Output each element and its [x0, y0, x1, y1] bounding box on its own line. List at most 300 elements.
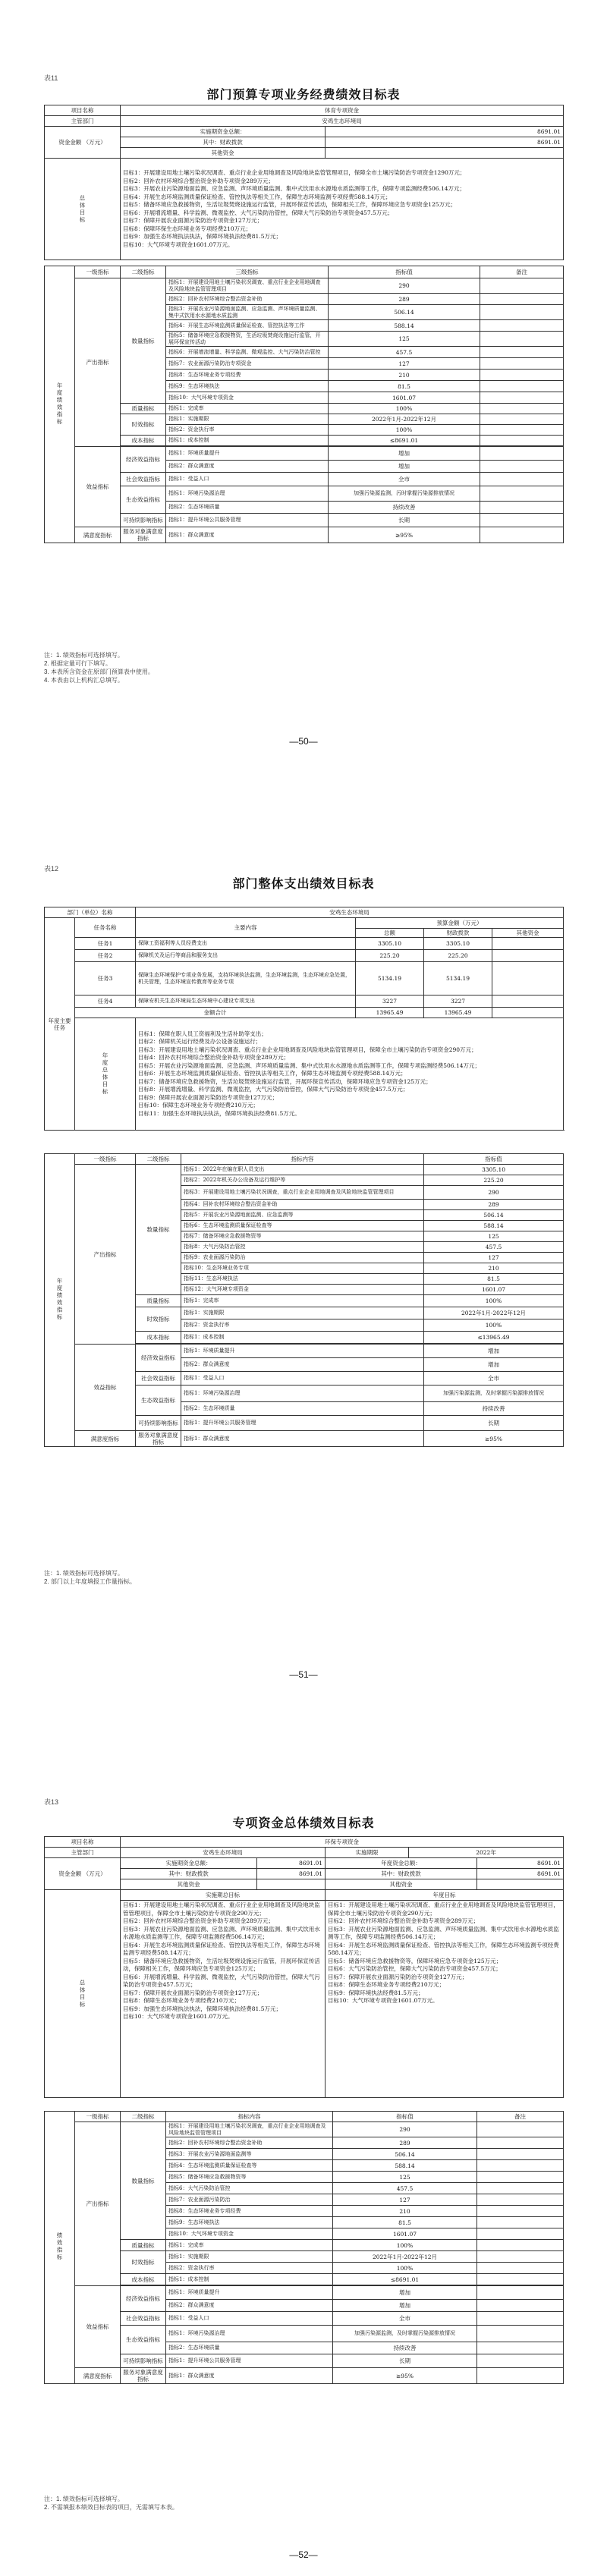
time-indicator-value: 2022年1月-2022年12月	[424, 1307, 564, 1319]
task-total: 225.20	[356, 950, 424, 962]
overall-goal-label: 总体目标	[45, 159, 121, 260]
goal-item: 目标1：开展建设用地土壤污染状况调查、重点行业企业用地调查及风险地块监管管理项目，保障全市土壤污染防治专项资金290万元；	[328, 1901, 559, 1917]
quantity-indicator-name: 指标6：开展增流增量、科学监测、微观监控、大气污染防治管控	[166, 347, 329, 358]
header-level1: 一级指标	[75, 266, 121, 278]
remark-cell	[477, 2300, 564, 2312]
effect-indicator-value: 增加	[329, 461, 480, 473]
project-name-value: 环保专项资金	[121, 1837, 564, 1848]
fund-line-value	[326, 148, 564, 159]
impl-period-label: 实施期限	[326, 1848, 409, 1858]
header-value: 指标值	[333, 2112, 477, 2122]
quantity-indicator-value: 506.14	[329, 305, 480, 320]
fund-annual-value: 8691.01	[477, 1858, 564, 1869]
perf-indicator-label: 年度绩效指标	[45, 1154, 75, 1447]
effect-indicator-label: 效益指标	[75, 2286, 121, 2368]
goal-item: 目标6：开展增流增量、科学监测、微观监控、大气污染防治管控，保障大气污染防治专项资金457.5万元；	[123, 209, 394, 216]
remark-cell	[480, 414, 564, 425]
effect-sub-label: 生态效益指标	[136, 1386, 181, 1416]
fund-impl-label: 实施期资金总额：	[121, 1858, 257, 1869]
header-content: 指标内容	[166, 2112, 333, 2122]
note-line: 3. 本表所含资金在原部门预算表中使用。	[44, 668, 154, 675]
remark-cell	[477, 2228, 564, 2240]
quantity-indicator-name: 指标1：2022年在编在职人员支出	[181, 1165, 424, 1175]
goal-item: 目标10：大气环境专项资金1601.07万元。	[328, 1997, 439, 2004]
time-indicator-name: 指标2：资金执行率	[166, 2263, 333, 2274]
quantity-indicator-value: 289	[329, 294, 480, 305]
goal-item: 目标9：加强生态环境执法执法，保障环境执法经费81.5万元；	[123, 2005, 281, 2012]
header-value: 指标值	[329, 266, 480, 278]
remark-cell	[480, 436, 564, 446]
perf-indicator-label: 绩效指标	[45, 2112, 75, 2384]
effect-indicator-value: 全市	[424, 1372, 564, 1386]
effect-sub-label: 可持续影响指标	[121, 2354, 166, 2368]
budget-other-header: 其他资金	[492, 929, 564, 938]
remark-cell	[477, 2137, 564, 2149]
quantity-indicator-value: 127	[333, 2194, 477, 2206]
remark-cell	[477, 2160, 564, 2172]
effect-sub-label: 社会效益指标	[136, 1372, 181, 1386]
quantity-indicator-value: 210	[333, 2206, 477, 2217]
project-name-label: 项目名称	[45, 1837, 121, 1848]
goal-item: 目标7：保障开展农业面源污染防治专项资金127万元；	[123, 217, 263, 224]
goal-item: 目标7：保障开展农业面源污染防治专项资金127万元；	[123, 1989, 263, 1996]
quantity-indicator-value: 127	[329, 358, 480, 370]
effect-sub-label: 经济效益指标	[121, 2286, 166, 2312]
effect-sub-label: 社会效益指标	[121, 2312, 166, 2326]
goal-item: 目标3：开展农业污染源地面监测、应急监测、声环境质量监测、集中式饮用水水源地水质监测等工作，保障专项监测经费506.14万元；	[123, 1925, 320, 1940]
quantity-indicator-name: 指标8：生态环境业务专项经费	[166, 2206, 333, 2217]
remark-cell	[477, 2326, 564, 2342]
remark-cell	[480, 370, 564, 381]
effect-indicator-value: 增加	[329, 447, 480, 461]
header-remark: 备注	[480, 266, 564, 278]
remark-cell	[480, 514, 564, 527]
output-indicator-label: 产出指标	[75, 2122, 121, 2286]
quantity-indicator-name: 指标3：开展建设用地土壤污染状况调查，重点行业企业用地调查及风险地块监管管理项目	[181, 1186, 424, 1200]
satisfaction-indicator-name: 指标1：群众满意度	[166, 527, 329, 543]
page2-task-table	[44, 907, 564, 1131]
page1-project-table	[44, 105, 564, 260]
cost-indicator-name: 指标1：成本控制	[166, 2274, 333, 2285]
quantity-indicator-name: 指标8：生态环境业务专项经费	[166, 370, 329, 381]
effect-indicator-name: 指标1：环境污染源治理	[166, 2326, 333, 2342]
goal-item: 目标5：储备环境应急救援物资等，保障环境应急专项资金125万元；	[328, 1957, 502, 1964]
time-indicator-value: 100%	[333, 2263, 477, 2274]
page1-notes	[44, 651, 154, 684]
quantity-indicator-name: 指标6：生态环境监测质量保证检查等	[181, 1221, 424, 1231]
goal-item: 目标10：大气环境专项资金1601.07万元。	[123, 2013, 234, 2020]
satisfaction-indicator-value: ≥95%	[424, 1431, 564, 1447]
quantity-indicator-name: 指标6：大气污染防治管控	[166, 2183, 333, 2194]
quantity-indicator-value: 588.14	[329, 320, 480, 332]
fund-impl-label: 其他资金	[121, 1879, 257, 1890]
total-total: 13965.49	[356, 1008, 424, 1018]
task-content: 保障工资福利等人员经费支出	[136, 938, 356, 950]
time-indicator-value: 100%	[424, 1319, 564, 1332]
page2-title: 部门整体支出绩效目标表	[232, 876, 375, 891]
quantity-indicator-name: 指标1：开展建设用地土壤污染状况调查，重点行业企业用地调查及风险地块监管管理项目	[166, 2122, 333, 2137]
remark-cell	[477, 2217, 564, 2228]
effect-indicator-value: 增加	[333, 2300, 477, 2312]
effect-indicator-label: 效益指标	[75, 447, 121, 527]
remark-cell	[477, 2342, 564, 2354]
remark-cell	[480, 461, 564, 473]
task-other	[492, 950, 564, 962]
effect-indicator-name: 指标1：受益人口	[166, 2312, 333, 2326]
satisfaction-sub-label: 服务对象满意度指标	[136, 1431, 181, 1447]
remark-cell	[477, 2286, 564, 2300]
effect-sub-label: 社会效益指标	[121, 473, 166, 486]
quantity-indicator-name: 指标5：储备环境应急救援物资，生活垃圾焚烧设施运行监管，开展环保宣传活动	[166, 332, 329, 347]
quantity-indicator-name: 指标4：生态环境监测质量保证检查等	[166, 2160, 333, 2172]
remark-cell	[480, 425, 564, 436]
task-name: 任务4	[75, 995, 136, 1008]
remark-cell	[480, 527, 564, 543]
effect-indicator-name: 指标1：环境污染源治理	[181, 1386, 424, 1402]
note-line: 注：1. 绩效指标可选择填写。	[44, 652, 124, 659]
note-line: 注：1. 绩效指标可选择填写。	[44, 2496, 124, 2502]
effect-indicator-name: 指标2：群众满意度	[166, 461, 329, 473]
header-value: 指标值	[424, 1154, 564, 1165]
effect-indicator-value: 全市	[333, 2312, 477, 2326]
effect-sub-label: 经济效益指标	[121, 447, 166, 473]
effect-indicator-name: 指标1：环境质量提升	[166, 447, 329, 461]
remark-cell	[477, 2240, 564, 2251]
goal-item: 目标5：储备环境应急救援物资，生活垃圾焚烧设施运行监管，开展环保宣传活动，保障相关工作，保障环境应急专项资金125万元；	[123, 1957, 320, 1972]
fund-line-label: 其他资金	[121, 148, 326, 159]
quantity-indicator-name: 指标10：大气环境专项资金	[166, 392, 329, 404]
remark-cell	[480, 392, 564, 404]
annual-indicator-label: 年度绩效指标	[45, 266, 75, 543]
remark-cell	[480, 502, 564, 514]
task-name: 任务2	[75, 950, 136, 962]
effect-sub-label: 经济效益指标	[136, 1345, 181, 1372]
header-level2: 二级指标	[136, 1154, 181, 1165]
budget-total-header: 总额	[356, 929, 424, 938]
task-name-header: 任务名称	[75, 918, 136, 938]
header-level1: 一级指标	[75, 1154, 136, 1165]
budget-header: 预算金额（万元）	[356, 918, 564, 929]
satisfaction-indicator-name: 指标1：群众满意度	[181, 1431, 424, 1447]
remark-cell	[480, 404, 564, 414]
effect-indicator-name: 指标2：生态环境质量	[181, 1402, 424, 1416]
quantity-indicator-name: 指标9：生态环境执法	[166, 2217, 333, 2228]
page3-notes	[44, 2495, 178, 2512]
header-level1: 一级指标	[75, 2112, 121, 2122]
remark-cell	[477, 2206, 564, 2217]
quantity-indicator-value: 225.20	[424, 1175, 564, 1186]
note-line: 2. 根据定量可行下填写。	[44, 660, 112, 667]
note-line: 2. 部门以上年度填报工作量指标。	[44, 1578, 136, 1585]
remark-cell	[477, 2122, 564, 2137]
effect-indicator-value: 长期	[329, 514, 480, 527]
satisfaction-indicator-name: 指标1：群众满意度	[166, 2368, 333, 2384]
effect-indicator-name: 指标2：群众满意度	[166, 2300, 333, 2312]
effect-indicator-label: 效益指标	[75, 1345, 136, 1431]
remark-cell	[480, 473, 564, 486]
effect-indicator-value: 加强污染源监测，污时掌握污染源排放情况	[329, 486, 480, 502]
cost-indicator-value: ≤13965.49	[424, 1332, 564, 1344]
effect-indicator-value: 全市	[329, 473, 480, 486]
quality-indicator-name: 指标1：完成率	[166, 404, 329, 414]
effect-indicator-name: 指标1：环境污染源治理	[166, 486, 329, 502]
remark-cell	[480, 294, 564, 305]
total-label: 金额合计	[75, 1008, 356, 1018]
remark-cell	[477, 2312, 564, 2326]
fund-impl-value	[257, 1879, 326, 1890]
goal-item: 目标4：开展生态环境监测质量保证检查、管控执法等相关工作，保障生态环境监测专项经费588.14万元；	[123, 1941, 320, 1956]
quality-indicator-label: 质量指标	[121, 404, 166, 414]
fund-impl-label: 其中：财政拨款	[121, 1869, 257, 1879]
remark-cell	[477, 2183, 564, 2194]
satisfaction-sub-label: 服务对象满意度指标	[121, 527, 166, 543]
remark-cell	[480, 332, 564, 347]
fund-annual-label: 年度资金总额：	[326, 1858, 477, 1869]
goal-item: 目标5：开展农业污染源地面监测、应急监测、声环境质量监测、集中式饮用水水源地水质监测等工作，保障专项监测经费506.14万元；	[138, 1062, 481, 1069]
effect-indicator-value: 持续改善	[424, 1402, 564, 1416]
annual-goal-label: 年度总体目标	[75, 1018, 136, 1131]
goal-item: 目标11：加强生态环境执法执法，保障环境执法经费81.5万元。	[138, 1109, 300, 1117]
satisfaction-label: 满意度指标	[75, 527, 121, 543]
goal-item: 目标2：回补农村环境综合整治资金补助专项资金289万元；	[123, 177, 275, 184]
impl-period-value: 2022年	[409, 1848, 564, 1858]
satisfaction-label: 满意度指标	[75, 2368, 121, 2384]
quantity-indicator-value: 1601.07	[424, 1285, 564, 1295]
quantity-indicator-value: 289	[424, 1200, 564, 1210]
header-level2: 二级指标	[121, 2112, 166, 2122]
effect-indicator-name: 指标2：群众满意度	[181, 1358, 424, 1372]
quantity-indicator-value: 588.14	[424, 1221, 564, 1231]
goal-item: 目标2：回补农村环境综合整治资金补助专项资金289万元；	[328, 1917, 480, 1924]
page2-number: —51—	[289, 1669, 318, 1680]
overall-goal-label: 总体目标	[45, 1890, 121, 2098]
effect-indicator-name: 指标1：环境质量提升	[181, 1345, 424, 1358]
quantity-indicator-name: 指标7：农业面源污染防治	[166, 2194, 333, 2206]
quantity-indicator-name: 指标8：大气污染防治管控	[181, 1242, 424, 1253]
remark-cell	[477, 2274, 564, 2285]
fund-label: 资金金额 （万元）	[45, 127, 121, 159]
header-remark: 备注	[477, 2112, 564, 2122]
quantity-indicator-value: 506.14	[333, 2149, 477, 2160]
page3-title: 专项资金总体绩效目标表	[232, 1816, 375, 1830]
task-fiscal: 225.20	[424, 950, 492, 962]
quantity-indicator-value: 125	[424, 1231, 564, 1242]
quantity-indicator-value: 125	[333, 2172, 477, 2183]
cost-indicator-label: 成本指标	[121, 436, 166, 446]
fund-line-label: 实施期资金总额：	[121, 127, 326, 137]
quantity-indicator-name: 指标12：大气环境专项资金	[181, 1285, 424, 1295]
quantity-indicator-label: 数量指标	[121, 2122, 166, 2240]
header-content: 指标内容	[181, 1154, 424, 1165]
task-total: 5134.19	[356, 962, 424, 995]
goal-item: 目标10：保障生态环境业务专项经费210万元；	[138, 1102, 259, 1109]
task-total: 3305.10	[356, 938, 424, 950]
goal-item: 目标4：开展生态环境监测质量保证检查、管控执法等相关工作，保障生态环境监测专项经费588.14万元；	[123, 193, 392, 200]
fund-annual-value	[477, 1879, 564, 1890]
total-fiscal: 13965.49	[424, 1008, 492, 1018]
quantity-indicator-value: 289	[333, 2137, 477, 2149]
quantity-indicator-name: 指标9：生态环境执法	[166, 381, 329, 392]
remark-cell	[477, 2263, 564, 2274]
remark-cell	[480, 381, 564, 392]
task-content-header: 主要内容	[136, 918, 356, 938]
effect-indicator-name: 指标1：环境质量提升	[166, 2286, 333, 2300]
quantity-indicator-value: 290	[329, 278, 480, 294]
effect-indicator-name: 指标1：提升环境公共服务管理	[181, 1416, 424, 1431]
page3-number: —52—	[289, 2549, 318, 2560]
quality-indicator-value: 100%	[333, 2240, 477, 2251]
page3-indicator-table	[44, 2111, 564, 2384]
page3-project-table	[44, 1836, 564, 2098]
quantity-indicator-name: 指标11：生态环境执法	[181, 1274, 424, 1285]
effect-indicator-value: 长期	[424, 1416, 564, 1431]
page2-notes	[44, 1569, 136, 1586]
task-fiscal: 3227	[424, 995, 492, 1008]
dept-label: 部门（单位）名称	[45, 907, 136, 918]
goal-item: 目标6：开展增流增量、科学监测、微观监控，大气污染防治管控，保障大气污染防治专项资金457.5万元；	[123, 1973, 320, 1988]
satisfaction-indicator-value: ≥95%	[329, 527, 480, 543]
quantity-indicator-name: 指标3：开展农业污染源地面监测、应急监测、声环境质量监测、集中式饮用水水源地水质监测	[166, 305, 329, 320]
project-name-value: 体育专项资金	[121, 105, 564, 116]
task-name: 任务3	[75, 962, 136, 995]
page2-table-number: 表12	[44, 865, 59, 873]
remark-cell	[477, 2194, 564, 2206]
quantity-indicator-name: 指标9：农业面源污染防治	[181, 1253, 424, 1263]
goal-item: 目标8：开展增流增量、科学监测、微观监控，大气污染防治管控，保障大气污染防治专项资金457.5万元；	[138, 1086, 409, 1093]
annual-goal-list	[136, 1018, 564, 1131]
time-indicator-label: 时效指标	[136, 1307, 181, 1332]
task-other	[492, 938, 564, 950]
quantity-indicator-value: 290	[424, 1186, 564, 1200]
remark-cell	[480, 320, 564, 332]
dept-value: 安鸡生态环境局	[121, 116, 564, 127]
goal-item: 目标7：保障开展农业面源污染防治专项资金127万元；	[328, 1973, 468, 1980]
quantity-indicator-value: 457.5	[329, 347, 480, 358]
budget-fiscal-header: 财政拨款	[424, 929, 492, 938]
note-line: 2. 不需填报本绩效目标表的项目，无需填写本表。	[44, 2504, 178, 2511]
goal-item: 目标8：保障环保生态环境业务专项经费210万元；	[123, 225, 252, 232]
remark-cell	[477, 2251, 564, 2263]
goal-item: 目标10：大气环境专项资金1601.07万元。	[123, 241, 234, 248]
cost-indicator-value: ≤8691.01	[333, 2274, 477, 2285]
impl-goal-list	[121, 1901, 326, 2098]
dept-label: 主管部门	[45, 1848, 121, 1858]
annual-task-label: 年度主要任务	[45, 918, 75, 1131]
time-indicator-label: 时效指标	[121, 414, 166, 436]
fund-label: 资金金额 （万元）	[45, 1858, 121, 1890]
page1-indicator-table	[44, 266, 564, 543]
time-indicator-name: 指标1：实施期限	[166, 414, 329, 425]
impl-goal-header: 实施期总目标	[121, 1890, 326, 1901]
quantity-indicator-label: 数量指标	[136, 1165, 181, 1295]
quantity-indicator-name: 指标2：回补农村环境综合整治资金补助	[166, 2137, 333, 2149]
quantity-indicator-name: 指标10：大气环境专项资金	[166, 2228, 333, 2240]
remark-cell	[477, 2172, 564, 2183]
cost-indicator-name: 指标1：成本控制	[166, 436, 329, 446]
goal-item: 目标1：开展建设用地土壤污染状况调查、重点行业企业用地调查及风险地块监管管理项目，保障全市土壤污染防治专项资金290万元；	[123, 1901, 320, 1917]
quantity-indicator-name: 指标10：生态环境业务专项	[181, 1263, 424, 1274]
effect-sub-label: 可持续影响指标	[121, 514, 166, 527]
time-indicator-value: 2022年1月-2022年12月	[329, 414, 480, 425]
goal-item: 目标3：开展农业污染源地面监测、应急监测、声环境质量监测、集中式饮用水水源地水质监测等工作，保障专项监测经费506.14万元；	[328, 1925, 559, 1940]
remark-cell	[477, 2149, 564, 2160]
header-level3: 三级指标	[166, 266, 329, 278]
quantity-indicator-name: 指标2：回补农村环境综合整治资金补助	[166, 294, 329, 305]
fund-annual-value: 8691.01	[477, 1869, 564, 1879]
goal-item: 目标9：加强生态环境执法执法，保障环境执法经费81.5万元；	[123, 233, 281, 240]
quantity-indicator-value: 290	[333, 2122, 477, 2137]
effect-indicator-name: 指标2：生态环境质量	[166, 502, 329, 514]
quantity-indicator-name: 指标5：开展农业污染源地面监测、应急监测等	[181, 1210, 424, 1221]
goal-item: 目标8：保障生态环境业务专项经费210万元；	[328, 1981, 445, 1988]
effect-sub-label: 生态效益指标	[121, 2326, 166, 2354]
annual-goal-list	[326, 1901, 564, 2098]
remark-cell	[480, 278, 564, 294]
task-content: 保障机关及运行等商品和服务支出	[136, 950, 356, 962]
remark-cell	[480, 347, 564, 358]
output-indicator-label: 产出指标	[75, 1165, 136, 1345]
quantity-indicator-value: 588.14	[333, 2160, 477, 2172]
remark-cell	[480, 358, 564, 370]
fund-annual-label: 其他资金	[326, 1879, 477, 1890]
page1-number: —50—	[289, 736, 318, 747]
remark-cell	[480, 305, 564, 320]
quantity-indicator-value: 210	[329, 370, 480, 381]
fund-line-value: 8691.01	[326, 137, 564, 148]
task-fiscal: 5134.19	[424, 962, 492, 995]
cost-indicator-label: 成本指标	[136, 1332, 181, 1344]
dept-value: 安鸡生态环境局	[136, 907, 564, 918]
goal-item: 目标6：开展生态环境监测质量保证检查、管控执法等相关工作，保障生态环境监测专项经费588.14万元；	[138, 1070, 407, 1077]
quantity-indicator-value: 1601.07	[333, 2228, 477, 2240]
task-other	[492, 995, 564, 1008]
quantity-indicator-value: 125	[329, 332, 480, 347]
effect-sub-label: 生态效益指标	[121, 486, 166, 514]
effect-indicator-value: 增加	[424, 1345, 564, 1358]
effect-indicator-name: 指标2：生态环境质量	[166, 2342, 333, 2354]
goal-item: 目标7：储备环境应急救援物资，生活垃圾焚烧设施运行监管，开展环保宣传活动，保障环境应急专项资金125万元；	[138, 1077, 432, 1085]
header-level2: 二级指标	[121, 266, 166, 278]
annual-goal-header: 年度目标	[326, 1890, 564, 1901]
quantity-indicator-value: 81.5	[424, 1274, 564, 1285]
effect-indicator-value: 加强污染源监测，及时掌握污染源排放情况	[333, 2326, 477, 2342]
time-indicator-label: 时效指标	[121, 2251, 166, 2274]
goal-item: 目标5：储备环境应急救援物资，生活垃圾焚烧设施运行监管，开展环保宣传活动，保障相关工作，保障环境应急专项资金125万元；	[123, 201, 457, 208]
effect-indicator-value: 增加	[424, 1358, 564, 1372]
time-indicator-name: 指标2：资金执行率	[181, 1319, 424, 1332]
quantity-indicator-name: 指标7：储备环境应急救援物资等	[181, 1231, 424, 1242]
time-indicator-name: 指标2：资金执行率	[166, 425, 329, 436]
satisfaction-indicator-value: ≥95%	[333, 2368, 477, 2384]
quantity-indicator-label: 数量指标	[121, 278, 166, 404]
effect-indicator-name: 指标1：受益人口	[181, 1372, 424, 1386]
remark-cell	[477, 2354, 564, 2368]
page2-indicator-table	[44, 1153, 564, 1447]
fund-line-value: 8691.01	[326, 127, 564, 137]
page1-table-number: 表11	[44, 74, 58, 82]
dept-value: 安鸡生态环境局	[121, 1848, 326, 1858]
quantity-indicator-name: 指标4：回补农村环境综合整治资金补助	[181, 1200, 424, 1210]
cost-indicator-value: ≤8691.01	[329, 436, 480, 446]
remark-cell	[480, 486, 564, 502]
goal-item: 目标6：大气污染防治管控，保障大气污染防治专项资金457.5万元；	[328, 1965, 502, 1972]
quantity-indicator-name: 指标5：储备环境应急救援物资等	[166, 2172, 333, 2183]
quantity-indicator-value: 3305.10	[424, 1165, 564, 1175]
time-indicator-name: 指标1：实施期限	[166, 2251, 333, 2263]
quality-indicator-label: 质量指标	[136, 1295, 181, 1307]
effect-indicator-name: 指标1：提升环境公共服务管理	[166, 2354, 333, 2368]
task-fiscal: 3305.10	[424, 938, 492, 950]
